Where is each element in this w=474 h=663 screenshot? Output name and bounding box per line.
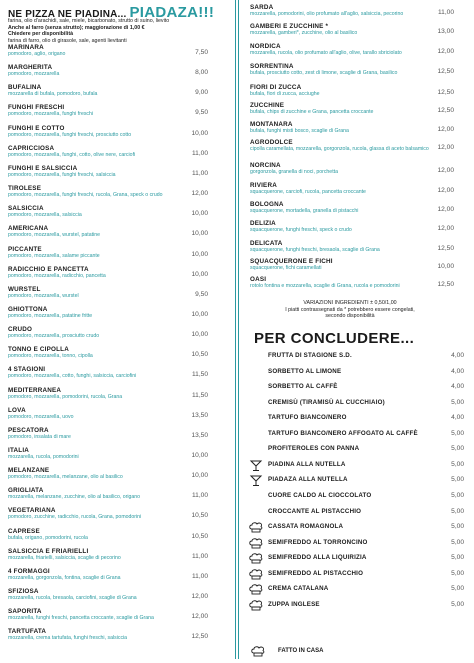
item-name: AMERICANA xyxy=(8,225,49,233)
item-name: FIORI DI ZUCCA xyxy=(250,84,302,91)
item-desc: mozzarella, funghi freschi, pancetta croccante, scaglie di Grana xyxy=(8,615,154,622)
item-desc: bufala, chips di zucchine e Grana, pancetta croccante xyxy=(250,109,374,115)
column-divider xyxy=(235,0,236,659)
item-desc: bufala, funghi misti bosco, scaglie di Grana xyxy=(250,128,349,134)
item-price: 10,00 xyxy=(191,331,208,339)
conclude-title: PER CONCLUDERE... xyxy=(254,330,415,347)
menu-item xyxy=(8,487,208,500)
item-name: 4 STAGIONI xyxy=(8,366,46,374)
menu-item xyxy=(250,121,454,134)
menu-item xyxy=(8,608,208,621)
item-desc: pomodoro, mozzarella xyxy=(8,71,60,78)
menu-item xyxy=(8,628,208,641)
cocktail-icon xyxy=(248,474,264,486)
item-name: MELANZANE xyxy=(8,467,50,475)
brand-title: PIADAZA!!! xyxy=(129,4,215,21)
item-name: SALSICCIA xyxy=(8,205,44,213)
item-price: 12,50 xyxy=(437,281,454,288)
item-price: 10,50 xyxy=(191,532,208,540)
dessert-item xyxy=(268,538,464,549)
menu-item xyxy=(8,64,208,77)
dessert-item xyxy=(268,444,464,455)
menu-item xyxy=(8,185,208,198)
chef-hat-icon xyxy=(250,645,266,657)
menu-item xyxy=(250,240,454,253)
item-price: 9,00 xyxy=(195,89,208,97)
dessert-name: PIADINA ALLA NUTELLA xyxy=(268,460,346,468)
menu-item xyxy=(8,145,208,158)
menu-item xyxy=(250,276,454,289)
menu-item xyxy=(8,326,208,339)
dessert-price: 5,00 xyxy=(451,523,464,531)
dessert-price: 5,00 xyxy=(451,569,464,577)
menu-item xyxy=(250,43,454,56)
item-name: SARDA xyxy=(250,4,274,11)
item-name: OASI xyxy=(250,276,267,283)
item-desc: pomodoro, mozzarella, salsiccia xyxy=(8,212,82,219)
menu-item xyxy=(250,258,454,271)
item-name: RIVIERA xyxy=(250,182,277,189)
item-price: 10,00 xyxy=(191,129,208,137)
dessert-item xyxy=(268,569,464,580)
item-name: SFIZIOSA xyxy=(8,588,39,596)
dessert-item xyxy=(268,429,464,440)
item-name: DELICATA xyxy=(250,240,283,247)
item-name: CAPRICCIOSA xyxy=(8,144,55,152)
item-price: 11,50 xyxy=(191,371,208,379)
menu-item xyxy=(8,427,208,440)
item-desc: pomodoro, mozzarella, prosciutto crudo xyxy=(8,333,100,340)
item-desc: pomodoro, mozzarella, salame piccante xyxy=(8,252,100,259)
item-desc: pomodoro, mozzarella, tonno, cipolla xyxy=(8,353,93,360)
menu-item xyxy=(8,306,208,319)
menu-item xyxy=(250,139,454,152)
item-price: 12,00 xyxy=(191,613,208,621)
item-desc: cipolla caramellata, mozzarella, gorgonzola, rucola, glassa di aceto balsamico xyxy=(250,146,429,152)
dessert-price: 4,00 xyxy=(451,367,464,375)
dessert-price: 5,00 xyxy=(451,445,464,453)
item-price: 9,50 xyxy=(195,290,208,298)
menu-item xyxy=(8,467,208,480)
item-name: FUNGHI FRESCHI xyxy=(8,104,65,112)
dessert-item xyxy=(268,367,464,378)
chef-hat-icon xyxy=(248,537,264,549)
item-name: AGRODOLCE xyxy=(250,139,293,146)
item-price: 12,00 xyxy=(437,225,454,232)
item-price: 11,00 xyxy=(437,9,454,16)
dessert-item xyxy=(268,460,464,471)
item-desc: mozzarella, rucola, bresaola, carciofini, scaglie di Grana xyxy=(8,595,137,602)
item-desc: bufala, prosciutto cotto, zest di limone, scaglie di Grana, basilico xyxy=(250,70,398,76)
menu-item xyxy=(8,568,208,581)
dessert-price: 5,00 xyxy=(451,476,464,484)
item-price: 12,50 xyxy=(437,89,454,96)
item-price: 12,00 xyxy=(437,167,454,174)
item-price: 10,00 xyxy=(191,310,208,318)
dessert-price: 5,00 xyxy=(451,600,464,608)
item-price: 12,00 xyxy=(191,190,208,198)
item-desc: pomodoro, mozzarella, funghi freschi, salsiccia xyxy=(8,171,116,178)
dessert-name: CREMA CATALANA xyxy=(268,585,329,593)
dessert-name: CASSATA ROMAGNOLA xyxy=(268,523,344,531)
menu-item xyxy=(8,407,208,420)
dessert-price: 5,00 xyxy=(451,507,464,515)
item-desc: rotolo fontina e mozzarella, scaglie di Grana, rucola e pomodorini xyxy=(250,283,400,289)
dessert-price: 5,00 xyxy=(451,429,464,437)
item-name: GHIOTTONA xyxy=(8,305,48,313)
info-line: Anche al farro (senza strutto); maggiorazione di 1,00 € xyxy=(8,24,145,31)
item-desc: squacquerone, carciofi, rucola, pancetta croccante xyxy=(250,189,366,195)
menu-item xyxy=(250,220,454,233)
item-desc: pomodoro, mozzarella, patatine fritte xyxy=(8,312,93,319)
dessert-item xyxy=(268,351,464,362)
item-price: 11,00 xyxy=(191,552,208,560)
legend xyxy=(254,646,374,658)
item-price: 11,50 xyxy=(191,391,208,399)
item-name: GRIGLIATA xyxy=(8,487,44,495)
item-name: GAMBERI E ZUCCHINE * xyxy=(250,23,329,30)
item-name: CRUDO xyxy=(8,326,33,334)
item-price: 11,00 xyxy=(191,492,208,500)
item-name: SAPORITA xyxy=(8,608,42,616)
dessert-item xyxy=(268,491,464,502)
item-desc: pomodoro, aglio, origano xyxy=(8,51,66,57)
dessert-price: 5,00 xyxy=(451,554,464,562)
dessert-item xyxy=(268,584,464,595)
item-desc: gorgonzola, granella di noci, porchetta xyxy=(250,169,338,175)
menu-item xyxy=(8,125,208,138)
menu-item xyxy=(8,104,208,117)
dessert-name: CREMISÙ (TIRAMISÙ AL CUCCHIAIO) xyxy=(268,398,385,406)
item-price: 12,00 xyxy=(437,187,454,194)
item-desc: squacquerone, mortadella, granella di pistacchi xyxy=(250,208,359,214)
menu-item xyxy=(250,84,454,97)
dessert-price: 4,00 xyxy=(451,414,464,422)
item-price: 12,50 xyxy=(191,633,208,641)
item-price: 9,50 xyxy=(195,109,208,117)
item-name: PESCATORA xyxy=(8,426,49,434)
item-name: TONNO E CIPOLLA xyxy=(8,346,69,354)
dessert-name: SEMIFREDDO AL TORRONCINO xyxy=(268,538,368,546)
info-line: Chiedere per disponibilità xyxy=(8,31,74,38)
item-price: 11,00 xyxy=(191,169,208,177)
item-name: ZUCCHINE xyxy=(250,102,285,109)
dessert-name: PROFITEROLES CON PANNA xyxy=(268,445,360,453)
variations-line: VARIAZIONI INGREDIENTI ± 0,50/1,00 xyxy=(303,300,397,306)
chef-hat-icon xyxy=(248,521,264,533)
item-price: 13,50 xyxy=(191,411,208,419)
dessert-name: SORBETTO AL CAFFÈ xyxy=(268,383,338,391)
menu-item xyxy=(8,346,208,359)
menu-item xyxy=(250,182,454,195)
dessert-price: 5,00 xyxy=(451,585,464,593)
menu-item xyxy=(250,63,454,76)
item-price: 10,00 xyxy=(191,270,208,278)
item-name: FUNGHI E COTTO xyxy=(8,124,65,132)
menu-item xyxy=(250,4,454,17)
item-desc: mozzarella, rucola, olio profumato all'aglio, olive, tarallo sbriciolato xyxy=(250,50,402,56)
header-prefix: NE PIZZA NE PIADINA... xyxy=(8,9,130,20)
item-name: SALSICCIA E FRIARIELLI xyxy=(8,547,89,555)
item-price: 10,00 xyxy=(191,472,208,480)
item-desc: pomodoro, mozzarella, radicchio, pancetta xyxy=(8,272,106,279)
dessert-item xyxy=(268,600,464,611)
item-name: PICCANTE xyxy=(8,245,42,253)
item-desc: squacquerone, funghi freschi, bresaola, scaglie di Grana xyxy=(250,247,380,253)
item-desc: bufala, fiori di zucca, acciughe xyxy=(250,91,320,97)
item-desc: pomodoro, mozzarella, cotto, funghi, salsiccia, carciofini xyxy=(8,373,137,380)
dessert-price: 5,00 xyxy=(451,538,464,546)
menu-item xyxy=(8,225,208,238)
item-name: BOLOGNA xyxy=(250,201,284,208)
menu-item xyxy=(8,84,208,97)
item-price: 10,00 xyxy=(191,210,208,218)
menu-item xyxy=(8,548,208,561)
item-name: WURSTEL xyxy=(8,285,41,293)
item-price: 10,50 xyxy=(191,351,208,359)
dessert-item xyxy=(268,475,464,486)
dessert-price: 5,00 xyxy=(451,491,464,499)
item-price: 12,00 xyxy=(437,206,454,213)
item-desc: pomodoro, mozzarella, pomodorini, rucola, Grana xyxy=(8,393,123,400)
item-name: SQUACQUERONE E FICHI xyxy=(250,258,333,265)
dessert-name: SEMIFREDDO ALLA LIQUIRIZIA xyxy=(268,554,367,562)
item-price: 12,50 xyxy=(437,245,454,252)
item-name: FUNGHI E SALSICCIA xyxy=(8,164,78,172)
item-price: 7,50 xyxy=(195,49,208,56)
menu-item xyxy=(250,162,454,175)
menu-item xyxy=(8,507,208,520)
chef-hat-icon xyxy=(248,552,264,564)
dessert-name: ZUPPA INGLESE xyxy=(268,600,320,608)
item-desc: mozzarella, pomodorini, olio profumato all'aglio, salsiccia, pecorino xyxy=(250,11,404,17)
item-name: MARGHERITA xyxy=(8,64,53,72)
item-price: 12,50 xyxy=(437,68,454,75)
item-desc: pomodoro, mozzarella, funghi freschi xyxy=(8,111,94,118)
menu-item xyxy=(250,201,454,214)
menu-item xyxy=(8,266,208,279)
dessert-price: 5,00 xyxy=(451,460,464,468)
item-price: 8,00 xyxy=(195,69,208,77)
dessert-price: 4,00 xyxy=(451,383,464,391)
dessert-name: CUORE CALDO AL CIOCCOLATO xyxy=(268,491,372,499)
item-desc: bufala, origano, pomodorini, rucola xyxy=(8,534,88,541)
dessert-name: SEMIFREDDO AL PISTACCHIO xyxy=(268,569,364,577)
cocktail-icon xyxy=(248,459,264,471)
item-name: SORRENTINA xyxy=(250,63,294,70)
item-desc: mozzarella, gorgonzola, fontina, scaglie di Grana xyxy=(8,574,121,581)
variations-note xyxy=(250,300,450,320)
column-divider-inner xyxy=(238,0,239,659)
item-price: 11,00 xyxy=(191,149,208,157)
item-price: 10,00 xyxy=(191,452,208,459)
dessert-item xyxy=(268,382,464,393)
dessert-price: 4,00 xyxy=(451,352,464,359)
item-name: 4 FORMAGGI xyxy=(8,567,50,575)
item-desc: mozzarella, melanzane, zucchine, olio al basilico, origano xyxy=(8,494,141,501)
legend-text: FATTO IN CASA xyxy=(278,648,324,654)
item-name: MONTANARA xyxy=(250,121,293,128)
variations-line: I piatti contrassegnati da * potrebbero essere congelati, xyxy=(285,306,415,313)
menu-item xyxy=(8,165,208,178)
item-desc: pomodoro, mozzarella, wurstel xyxy=(8,292,79,299)
item-name: MEDITERRANEA xyxy=(8,386,62,394)
menu-item xyxy=(250,102,454,115)
item-price: 12,00 xyxy=(437,48,454,55)
variations-line: secondo disponibilità xyxy=(325,313,375,320)
item-desc: mozzarella, crema tartufata, funghi freschi, salsiccia xyxy=(8,635,128,642)
item-desc: pomodoro, mozzarella, wurstel, patatine xyxy=(8,232,100,239)
item-name: DELIZIA xyxy=(250,220,276,227)
item-price: 12,00 xyxy=(191,593,208,601)
dessert-item xyxy=(268,413,464,424)
item-desc: pomodoro, insalata di mare xyxy=(8,433,71,440)
menu-item xyxy=(8,246,208,259)
item-desc: pomodoro, mozzarella, funghi freschi, rucola, Grana, speck o crudo xyxy=(8,192,163,199)
menu-item xyxy=(8,387,208,400)
menu-item xyxy=(8,528,208,541)
item-price: 10,00 xyxy=(437,263,454,270)
menu-item xyxy=(8,286,208,299)
info-line: farina, olio d'arachidi, sale, miele, bicarbonato, strutto di suino, lievito xyxy=(8,18,170,24)
chef-hat-icon xyxy=(248,599,264,611)
dessert-item xyxy=(268,398,464,409)
menu-item xyxy=(8,588,208,601)
dessert-name: SORBETTO AL LIMONE xyxy=(268,367,342,375)
item-name: TIROLESE xyxy=(8,185,42,193)
item-desc: pomodoro, zucchine, radicchio, rucola, Grana, pomodorini xyxy=(8,514,142,521)
item-name: VEGETARIANA xyxy=(8,507,56,515)
item-price: 12,00 xyxy=(437,126,454,133)
item-desc: pomodoro, mozzarella, uovo xyxy=(8,413,74,420)
item-desc: squacquerone, fichi caramellati xyxy=(250,265,322,271)
item-desc: mozzarella, rucola, pomodorini xyxy=(8,454,79,460)
item-name: RADICCHIO E PANCETTA xyxy=(8,265,89,273)
menu-item xyxy=(8,44,208,57)
menu-item xyxy=(8,205,208,218)
dessert-name: CROCCANTE AL PISTACCHIO xyxy=(268,507,362,515)
item-name: MARINARA xyxy=(8,44,44,51)
item-name: NORDICA xyxy=(250,43,281,50)
item-price: 10,50 xyxy=(191,512,208,520)
item-price: 10,00 xyxy=(191,250,208,258)
dessert-name: TARTUFO BIANCO/NERO xyxy=(268,414,347,422)
item-desc: pomodoro, mozzarella, melanzane, olio al basilico xyxy=(8,474,123,481)
item-name: NORCINA xyxy=(250,162,281,169)
item-desc: pomodoro, mozzarella, funghi freschi, prosciutto cotto xyxy=(8,131,132,138)
item-desc: mozzarella di bufala, pomodoro, bufala xyxy=(8,91,98,98)
item-name: BUFALINA xyxy=(8,84,42,92)
dough-info xyxy=(8,18,223,44)
item-price: 10,00 xyxy=(191,230,208,238)
item-price: 13,00 xyxy=(437,28,454,35)
dessert-item xyxy=(268,522,464,533)
info-line: farina di farro, olio di girasole, sale, agenti lievitanti xyxy=(8,37,127,44)
item-price: 13,50 xyxy=(191,431,208,439)
menu-item xyxy=(8,447,208,460)
dessert-name: FRUTTA DI STAGIONE S.D. xyxy=(268,352,352,359)
item-desc: mozzarella, friarielli, salsiccia, scaglie di pecorino xyxy=(8,554,121,561)
item-name: LOVA xyxy=(8,406,26,414)
item-price: 12,50 xyxy=(437,107,454,114)
item-name: TARTUFATA xyxy=(8,628,47,636)
item-desc: mozzarella, gamberi*, zucchine, olio al basilico xyxy=(250,30,358,36)
menu-item xyxy=(250,23,454,36)
item-price: 12,00 xyxy=(437,144,454,151)
dessert-item xyxy=(268,507,464,518)
item-price: 11,00 xyxy=(191,572,208,580)
item-name: CAPRESE xyxy=(8,527,40,535)
item-desc: pomodoro, mozzarella, funghi, cotto, olive nere, carciofi xyxy=(8,151,136,158)
chef-hat-icon xyxy=(248,583,264,595)
dessert-item xyxy=(268,553,464,564)
item-desc: squacquerone, funghi freschi, speck o crudo xyxy=(250,227,352,233)
chef-hat-icon xyxy=(248,568,264,580)
menu-item xyxy=(8,366,208,379)
dessert-name: TARTUFO BIANCO/NERO AFFOGATO AL CAFFÈ xyxy=(268,429,418,437)
dessert-price: 5,00 xyxy=(451,398,464,406)
item-name: ITALIA xyxy=(8,447,30,454)
dessert-name: PIADAZA ALLA NUTELLA xyxy=(268,476,348,484)
